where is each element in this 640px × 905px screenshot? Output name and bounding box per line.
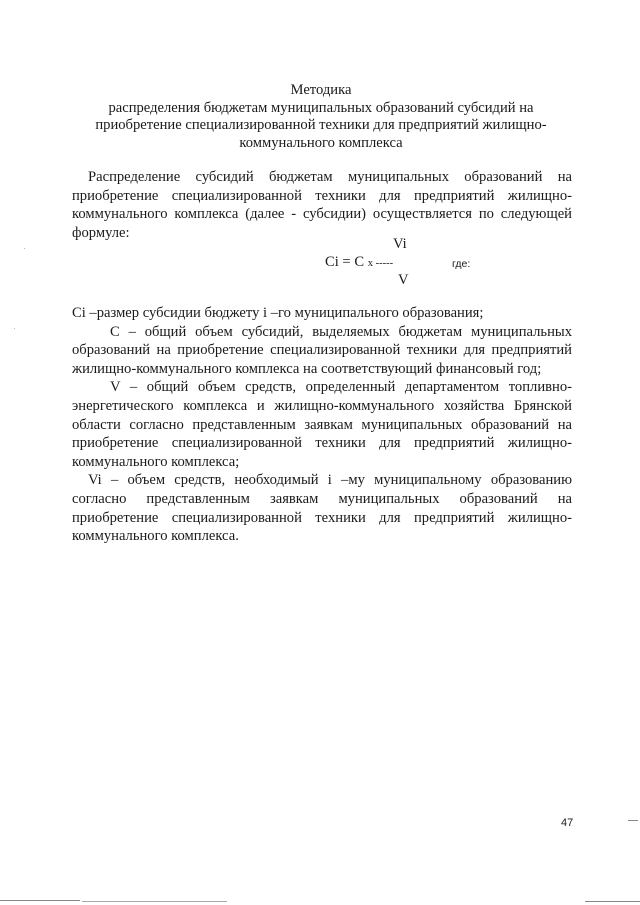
page-number: 47	[561, 817, 574, 829]
title-line: приобретение специализированной техники для предприятий жилищно-	[95, 117, 547, 133]
text-line: коммунального комплекса;	[72, 453, 240, 470]
scan-artifact	[0, 900, 80, 901]
formula-fraction-bar: х -----	[367, 258, 394, 269]
formula-numerator: Vi	[393, 236, 407, 252]
formula-lhs: Ci = С	[325, 254, 365, 270]
formula-where-label: где:	[452, 258, 471, 270]
text-line: формуле:	[72, 224, 130, 241]
text-line: энергетического комплекса и жилищно-коммунального хозяйства Брянской	[72, 397, 572, 414]
title-line: Методика	[290, 82, 352, 98]
text-line: приобретение специализированной техники для предприятий жилищно-	[72, 509, 572, 526]
text-line: жилищно-коммунального комплекса на соответствующий финансовый год;	[72, 360, 542, 377]
definitions	[72, 304, 572, 546]
intro-paragraph	[72, 168, 572, 242]
definition-ci: Ci –размер субсидии бюджету i –го муниципального образования;	[72, 305, 484, 321]
title-line: распределения бюджетам муниципальных образований субсидий на	[108, 99, 534, 116]
scan-artifact	[585, 901, 640, 902]
text-line: согласно представленным заявкам муниципальных образований на	[72, 490, 572, 507]
formula-denominator: V	[398, 272, 409, 288]
definition-c: С – общий объем субсидий, выделяемых бюджетам муниципальных	[110, 323, 572, 340]
definition-v: V – общий объем средств, определенный департаментом топливно-	[110, 379, 572, 396]
scan-artifact	[24, 248, 25, 249]
text-line: приобретение специализированной техники для предприятий жилищно-	[72, 187, 572, 204]
text-line: области согласно представленным заявкам муниципальных образований на	[72, 416, 572, 433]
text-line: коммунального комплекса (далее - субсидии) осуществляется по следующей	[72, 206, 572, 223]
text-line: коммунального комплекса.	[72, 528, 239, 545]
scan-artifact	[14, 328, 15, 329]
text-line: Распределение субсидий бюджетам муниципальных образований на	[88, 169, 572, 185]
scan-artifact	[82, 901, 227, 902]
document-title	[70, 82, 572, 152]
title-line: коммунального комплекса	[239, 134, 403, 151]
text-line: образований на приобретение специализированной техники для предприятий	[72, 342, 572, 359]
definition-vi: Vi – объем средств, необходимый i –му муниципальному образованию	[88, 472, 572, 489]
scan-artifact	[628, 820, 638, 821]
text-line: приобретение специализированной техники для предприятий жилищно-	[72, 435, 572, 452]
formula-main	[325, 254, 393, 271]
